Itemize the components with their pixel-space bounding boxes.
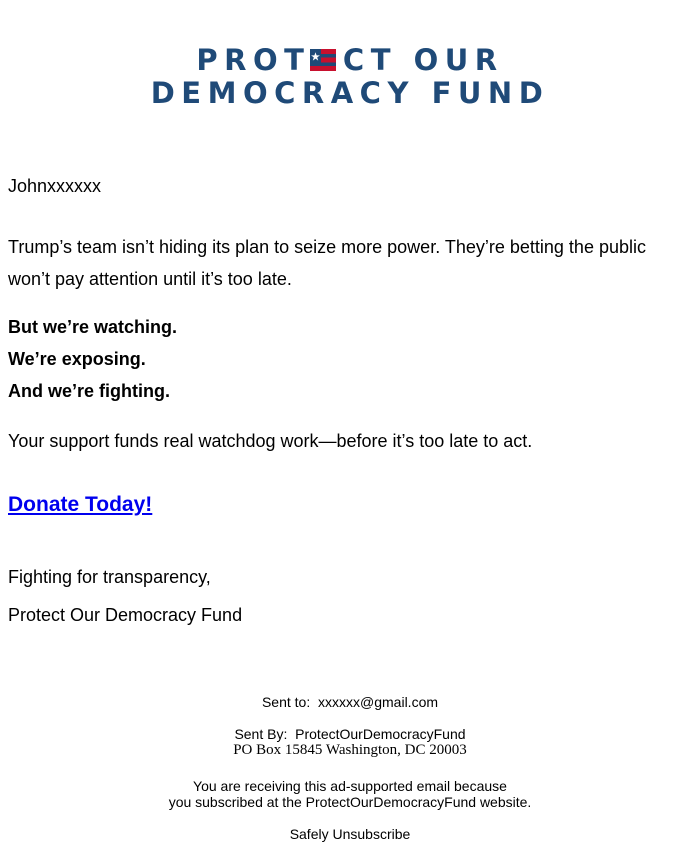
bold-line-exposing: We’re exposing. [8,349,146,369]
sent-to-label: Sent to: [261,694,311,710]
reason-line-2: you subscribed at the ProtectOurDemocracyFund website. [168,794,532,810]
sent-by-org: ProtectOurDemocracyFund [295,726,466,742]
footer-reason [0,778,700,810]
logo-line-2: DEMOCRACY FUND [150,76,550,110]
signature: Protect Our Democracy Fund [8,605,243,625]
body-paragraph-1: Trump’s team isn’t hiding its plan to seize more power. They’re betting the public won’t pay attention until it’s too late. [8,237,646,289]
footer-address: PO Box 15845 Washington, DC 20003 [233,742,467,758]
bold-line-watching: But we’re watching. [8,317,178,337]
sent-to-email: xxxxxx@gmail.com [318,694,439,710]
footer-sent-to [0,694,700,710]
bold-statements [8,311,692,407]
reason-line-1: You are receiving this ad-supported email because [193,778,507,794]
donate-link[interactable]: Donate Today! [8,493,153,516]
bold-line-fighting: And we’re fighting. [8,381,170,401]
logo-text-prot: PROT [196,43,311,77]
greeting: Johnxxxxxx [8,176,102,196]
footer-sent-by [0,726,700,742]
body-paragraph-2: Your support funds real watchdog work—before it’s too late to act. [8,431,533,451]
logo-line-1 [0,43,700,78]
closing-line: Fighting for transparency, [8,567,211,587]
unsubscribe-link[interactable]: Safely Unsubscribe [289,826,411,842]
sent-by-label: Sent By: [234,726,288,742]
brand-logo [0,43,700,110]
logo-text-ct-our: CT OUR [342,43,504,77]
flag-e-icon [310,49,336,71]
